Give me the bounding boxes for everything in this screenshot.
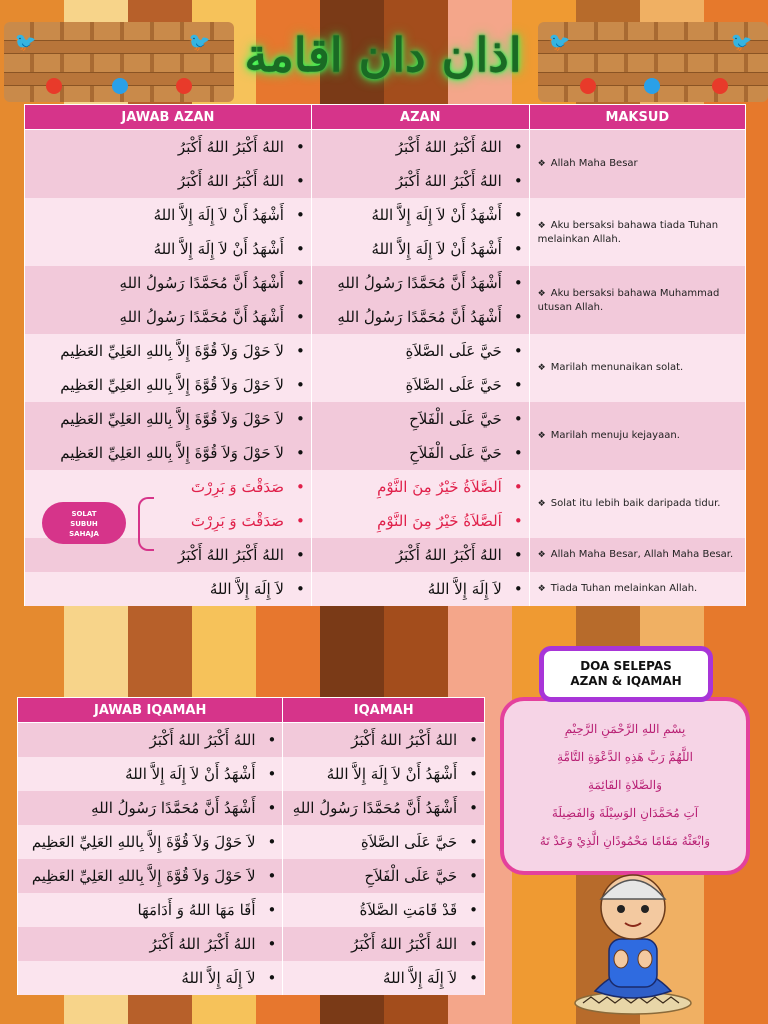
azan-cell bbox=[311, 538, 529, 572]
azan-row bbox=[25, 198, 746, 266]
arabic-line: • أَشْهَدُ أَنْ لاَ إِلَهَ إِلاَّ اللهُ bbox=[312, 232, 523, 266]
column-header-maksud: MAKSUD bbox=[529, 105, 745, 130]
arabic-line: • حَيَّ عَلَى الصَّلاَةِ bbox=[312, 334, 523, 368]
jawab-iqamah-cell bbox=[18, 791, 283, 825]
arabic-line: • لاَ إِلَهَ إِلاَّ اللهُ bbox=[25, 572, 305, 606]
flower-icon bbox=[176, 78, 192, 94]
azan-cell bbox=[311, 402, 529, 470]
arabic-line: • أَشْهَدُ أَنَّ مُحَمَّدًا رَسُولُ اللهِ bbox=[312, 300, 523, 334]
doa-line: بِسْمِ اللهِ الرَّحْمَنِ الرَّحِيْمِ bbox=[564, 722, 686, 736]
jawab-iqamah-cell bbox=[18, 927, 283, 961]
doa-line: اللَّهُمَّ رَبَّ هَذِهِ الدَّعْوَةِ التَّامَّةِ bbox=[557, 750, 693, 764]
arabic-line: • اللهُ أَكْبَرُ اللهُ أَكْبَرُ bbox=[18, 723, 276, 757]
flower-icon bbox=[46, 78, 62, 94]
bird-icon: 🐦 bbox=[548, 32, 571, 53]
arabic-line: • اللهُ أَكْبَرُ اللهُ أَكْبَرُ bbox=[25, 130, 305, 164]
azan-row bbox=[25, 572, 746, 606]
arabic-line: • لاَ حَوْلَ وَلاَ قُوَّةَ إِلاَّ بِاللهِ العَلِيِّ العَظِيم bbox=[25, 334, 305, 368]
doa-line: آتِ مُحَمَّدَانِ الوَسِيْلَةَ وَالفَضِيلَةَ bbox=[551, 806, 699, 820]
arabic-line: • لاَ إِلَهَ إِلاَّ اللهُ bbox=[312, 572, 523, 606]
arabic-line: • لاَ حَوْلَ وَلاَ قُوَّةَ إِلاَّ بِاللهِ العَلِيِّ العَظِيم bbox=[18, 825, 276, 859]
arabic-line: • أَشْهَدُ أَنْ لاَ إِلَهَ إِلاَّ اللهُ bbox=[18, 757, 276, 791]
arabic-line: • أَشْهَدُ أَنَّ مُحَمَّدًا رَسُولُ اللهِ bbox=[25, 300, 305, 334]
azan-row bbox=[25, 470, 746, 538]
arabic-line: • حَيَّ عَلَى الصَّلاَةِ bbox=[312, 368, 523, 402]
arabic-line: • اَلصَّلاَةُ خَيْرٌ مِنَ النَّوْمِ bbox=[312, 504, 523, 538]
iqamah-row bbox=[18, 825, 485, 859]
jawab-iqamah-cell bbox=[18, 825, 283, 859]
jawab-azan-cell bbox=[25, 130, 312, 199]
maksud-cell: ❖ Marilah menuju kejayaan. bbox=[529, 402, 745, 470]
column-header-azan: AZAN bbox=[311, 105, 529, 130]
jawab-azan-cell bbox=[25, 334, 312, 402]
arabic-line: • أَشْهَدُ أَنَّ مُحَمَّدًا رَسُولُ اللهِ bbox=[18, 791, 276, 825]
flower-icon bbox=[580, 78, 596, 94]
iqamah-row bbox=[18, 723, 485, 758]
jawab-azan-cell bbox=[25, 266, 312, 334]
iqamah-cell bbox=[283, 757, 485, 791]
maksud-cell: ❖ Marilah menunaikan solat. bbox=[529, 334, 745, 402]
arabic-line: • أَشْهَدُ أَنْ لاَ إِلَهَ إِلاَّ اللهُ bbox=[312, 198, 523, 232]
doa-heading-line1: DOA SELEPAS bbox=[580, 659, 672, 673]
arabic-line: • اللهُ أَكْبَرُ اللهُ أَكْبَرُ bbox=[283, 927, 478, 961]
maksud-cell: ❖ Aku bersaksi bahawa tiada Tuhan melainkan Allah. bbox=[529, 198, 745, 266]
azan-cell bbox=[311, 198, 529, 266]
maksud-cell: ❖ Allah Maha Besar bbox=[529, 130, 745, 199]
arabic-line: • اللهُ أَكْبَرُ اللهُ أَكْبَرُ bbox=[312, 130, 523, 164]
azan-table bbox=[24, 104, 746, 606]
jawab-azan-cell bbox=[25, 402, 312, 470]
iqamah-row bbox=[18, 791, 485, 825]
arabic-line: • حَيَّ عَلَى الْفَلاَحِ bbox=[312, 436, 523, 470]
doa-box bbox=[500, 697, 750, 875]
arabic-line: • صَدَقْتَ وَ بَرِرْتَ bbox=[25, 470, 305, 504]
jawab-azan-cell bbox=[25, 572, 312, 606]
arabic-line: • حَيَّ عَلَى الْفَلاَحِ bbox=[312, 402, 523, 436]
arabic-line: • حَيَّ عَلَى الْفَلاَحِ bbox=[283, 859, 478, 893]
arabic-line: • اللهُ أَكْبَرُ اللهُ أَكْبَرُ bbox=[283, 723, 478, 757]
subuh-only-badge: SOLAT SUBUH SAHAJA bbox=[42, 502, 126, 544]
arabic-line: • لاَ إِلَهَ إِلاَّ اللهُ bbox=[18, 961, 276, 995]
column-header-jawab-iqamah: JAWAB IQAMAH bbox=[18, 698, 283, 723]
iqamah-cell bbox=[283, 859, 485, 893]
page-title: اذان دان اقامة bbox=[244, 28, 522, 82]
arabic-line: • لاَ حَوْلَ وَلاَ قُوَّةَ إِلاَّ بِاللهِ العَلِيِّ العَظِيم bbox=[25, 402, 305, 436]
arabic-line: • أَشْهَدُ أَنَّ مُحَمَّدًا رَسُولُ اللهِ bbox=[25, 266, 305, 300]
arabic-line: • أَشْهَدُ أَنْ لاَ إِلَهَ إِلاَّ اللهُ bbox=[25, 232, 305, 266]
iqamah-cell bbox=[283, 927, 485, 961]
arabic-line: • أَشْهَدُ أَنَّ مُحَمَّدًا رَسُولُ اللهِ bbox=[312, 266, 523, 300]
flower-icon bbox=[112, 78, 128, 94]
azan-row bbox=[25, 402, 746, 470]
jawab-iqamah-cell bbox=[18, 893, 283, 927]
arabic-line: • اللهُ أَكْبَرُ اللهُ أَكْبَرُ bbox=[25, 538, 305, 572]
azan-row bbox=[25, 266, 746, 334]
flower-icon bbox=[712, 78, 728, 94]
jawab-azan-cell bbox=[25, 198, 312, 266]
arabic-line: • قَدْ قَامَتِ الصَّلاَةُ bbox=[283, 893, 478, 927]
subuh-brace bbox=[138, 497, 154, 551]
iqamah-cell bbox=[283, 791, 485, 825]
iqamah-cell bbox=[283, 961, 485, 995]
arabic-line: • اللهُ أَكْبَرُ اللهُ أَكْبَرُ bbox=[312, 538, 523, 572]
arabic-line: • أَشْهَدُ أَنَّ مُحَمَّدًا رَسُولُ اللهِ bbox=[283, 791, 478, 825]
iqamah-cell bbox=[283, 825, 485, 859]
arabic-line: • أَقَا مَهَا اللهُ وَ أَدَامَهَا bbox=[18, 893, 276, 927]
flower-icon bbox=[644, 78, 660, 94]
arabic-line: • لاَ حَوْلَ وَلاَ قُوَّةَ إِلاَّ بِاللهِ العَلِيِّ العَظِيم bbox=[25, 436, 305, 470]
azan-cell bbox=[311, 572, 529, 606]
arabic-line: • حَيَّ عَلَى الصَّلاَةِ bbox=[283, 825, 478, 859]
maksud-cell: ❖ Solat itu lebih baik daripada tidur. bbox=[529, 470, 745, 538]
arabic-line: • اللهُ أَكْبَرُ اللهُ أَكْبَرُ bbox=[18, 927, 276, 961]
doa-heading bbox=[539, 646, 713, 702]
arabic-line: • اللهُ أَكْبَرُ اللهُ أَكْبَرُ bbox=[25, 164, 305, 198]
maksud-cell: ❖ Aku bersaksi bahawa Muhammad utusan Allah. bbox=[529, 266, 745, 334]
jawab-iqamah-cell bbox=[18, 859, 283, 893]
jawab-iqamah-cell bbox=[18, 961, 283, 995]
arabic-line: • أَشْهَدُ أَنْ لاَ إِلَهَ إِلاَّ اللهُ bbox=[25, 198, 305, 232]
arabic-line: • صَدَقْتَ وَ بَرِرْتَ bbox=[25, 504, 305, 538]
jawab-iqamah-cell bbox=[18, 723, 283, 758]
praying-boy-illustration bbox=[573, 855, 693, 1015]
bird-icon: 🐦 bbox=[14, 32, 37, 53]
column-header-iqamah: IQAMAH bbox=[283, 698, 485, 723]
azan-cell bbox=[311, 470, 529, 538]
arabic-line: • اللهُ أَكْبَرُ اللهُ أَكْبَرُ bbox=[312, 164, 523, 198]
iqamah-row bbox=[18, 893, 485, 927]
arabic-line: • أَشْهَدُ أَنْ لاَ إِلَهَ إِلاَّ اللهُ bbox=[283, 757, 478, 791]
arabic-line: • لاَ حَوْلَ وَلاَ قُوَّةَ إِلاَّ بِاللهِ العَلِيِّ العَظِيم bbox=[25, 368, 305, 402]
iqamah-table bbox=[17, 697, 485, 995]
azan-row bbox=[25, 130, 746, 199]
arabic-line: • اَلصَّلاَةُ خَيْرٌ مِنَ النَّوْمِ bbox=[312, 470, 523, 504]
doa-line: وَالصَّلاةِ القَائِمَةِ bbox=[588, 778, 662, 792]
azan-cell bbox=[311, 130, 529, 199]
maksud-cell: ❖ Tiada Tuhan melainkan Allah. bbox=[529, 572, 745, 606]
doa-heading-line2: AZAN & IQAMAH bbox=[570, 674, 682, 688]
bird-icon: 🐦 bbox=[188, 32, 211, 53]
iqamah-cell bbox=[283, 723, 485, 758]
iqamah-row bbox=[18, 961, 485, 995]
azan-row bbox=[25, 334, 746, 402]
bird-icon: 🐦 bbox=[730, 32, 753, 53]
iqamah-row bbox=[18, 859, 485, 893]
doa-line: وَابْعَثْهُ مَقَامًا مَحْمُودًانِ الَّذِيْ وَعَدْ تَهُ bbox=[539, 834, 711, 848]
column-header-jawab-azan: JAWAB AZAN bbox=[25, 105, 312, 130]
azan-cell bbox=[311, 266, 529, 334]
arabic-line: • لاَ حَوْلَ وَلاَ قُوَّةَ إِلاَّ بِاللهِ العَلِيِّ العَظِيم bbox=[18, 859, 276, 893]
iqamah-row bbox=[18, 927, 485, 961]
azan-row bbox=[25, 538, 746, 572]
azan-cell bbox=[311, 334, 529, 402]
iqamah-row bbox=[18, 757, 485, 791]
iqamah-cell bbox=[283, 893, 485, 927]
maksud-cell: ❖ Allah Maha Besar, Allah Maha Besar. bbox=[529, 538, 745, 572]
jawab-iqamah-cell bbox=[18, 757, 283, 791]
arabic-line: • لاَ إِلَهَ إِلاَّ اللهُ bbox=[283, 961, 478, 995]
